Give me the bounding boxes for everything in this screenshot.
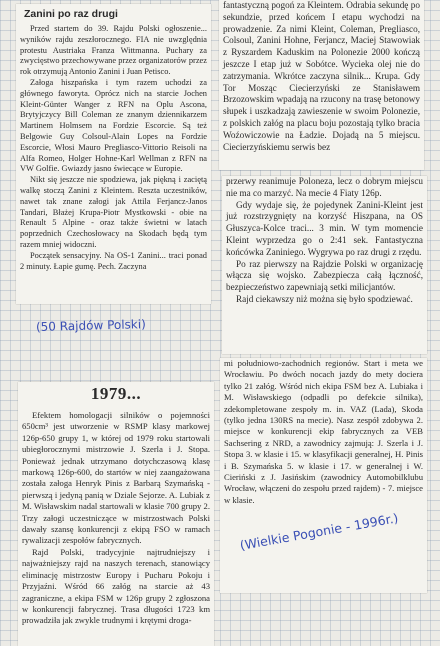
- article-title: Zanini po raz drugi: [24, 8, 118, 20]
- paragraph: Efektem homologacji silników o pojemności 650cm³ jest utworzenie w RSMP klasy markowej 126p-650 grupy 1, w której od 1979 roku startowali ubiegłorocznymi mistrzowie J. Szerla i J. Stopa. Ponieważ jednak utrzymano dotychczasową klasę markową 126p-600, do startów w niej zaangażowana została załoga Henryk Pinis z Barbarą Szymańską - pierwszą i jedyną panią w Dziale Sejorze. A. Lubiak z M. Wisławskim nadal startowali w klasie 700 grupy 2. Trzy załogi uczestniczące w mistrzostwach Polski dawały szansę konkurencji z ekipą FSO w ramach rywalizacji zespołów fabrycznych.: [22, 410, 210, 546]
- clipping-zanini-po-raz-drugi: [16, 4, 211, 304]
- paragraph: fantastyczną pogoń za Kleintem. Odrabia sekundę po sekundzie, przed końcem I etapu wychodzi na prowadzenie. Za nimi Kleint, Coleman, Pregliasco, Colsoul, Zanini Hohne, Ferjancz, Maciej Stawowiak z Ryszardem Kaduskim na Polonezie 2000 kończą jeszcze I etap już w Sobótce. Wycieka olej nie do zatrzymania. Wkrótce zaczyna silnik... Krupa. Gdy Tor Mosząc Ciecierzyński ze Stanisławem Brzozowskim wpadają na rzucony na trasę betonowy słupek i uszkadzają zawieszenie w swoim Polonezie, z polskich załóg na placu boju pozostają tylko bracia Woźowiczowie na Ładzie. Dojadą na 5 miejscu. Ciecierzyńskiemu serwis bez: [223, 0, 420, 152]
- paragraph: mi południowo-zachodnich regionów. Start i meta we Wrocławiu. Po dwóch nocach jazdy do mety dociera tylko 21 załóg. Wśród nich ekipa FSM bez A. Lubiaka i M. Wisławskiego (odpadli po defekcie silnika), zdekompletowane zespoły m. in. VAZ (Lada), Skoda (tylko jedna 130RS na mecie). Nasz zespół zdobywa 2. miejsce w konkurencji ekip fabrycznych za VEB Sachsering z NRD, a zawodnicy zajmują: J. Szerla i J. Stopa 3. w klasie i 15. w klasyfikacji generalnej, H. Pinis i B. Szymańska 5. w klasie i 17. w generalnej i W. Cieriński z J. Jasińskim (zawodnicy Automobilklubu Wrocław, włączeni do zespołu przed rajdem) - 7. miejsce w klasie.: [224, 358, 423, 505]
- paragraph: Rajd ciekawszy niż można się było spodziewać.: [236, 293, 413, 304]
- article-title: 1979...: [90, 384, 142, 403]
- handwritten-source-note: (50 Rajdów Polski): [35, 317, 146, 334]
- paragraph: Załoga hiszpańska i tym razem uchodzi za głównego faworyta. Oprócz nich na starcie Jochen Kleint-Günter Wanger z RFN na Oplu Ascona, Brytyjczycy Bill Coleman ze znanym dziennikarzem Martinem Holmsem na Fordzie Escorcie. Są też Belgowie Guy Colsoul-Alain Lopes na Fordzie Escorcie, Włosi Mauro Pregliasco-Vittorio Reisoli na Alfa Romeo, Holger Hohne-Karl Wellman z RFN na VW Golfie. Gwiazdy jasno świecące w Europie.: [20, 77, 207, 174]
- handwritten-date-note: (Wielkie Pogonie - 1996r.): [238, 510, 400, 553]
- paragraph: Przed startem do 39. Rajdu Polski ogłoszenie... wyników rajdu zeszłorocznego. FIA nie uwzględnia protestu Austriaka Franza Wittmanna. Puchary za zwycięstwo przechowywane przez organizatorów przez rok otrzymują Antonio Zanini i Juan Petisco.: [20, 24, 207, 77]
- paragraph: Nikt się jeszcze nie spodziewa, jak piękną i zaciętą walkę stoczą Zanini z Kleintem. Reszta uczestników, nawet tak znane załogi jak Attila Ferjancz-Janos Tandari, Błażej Krupa-Piotr Mystkowski - obie na Renault 5 Alpine - oraz także świetni w latach poprzednich Czechosłowacy na Skodach będą tym razem mniej widoczni.: [20, 175, 207, 249]
- paragraph: Początek sensacyjny. Na OS-1 Zanini... traci ponad 2 minuty. Łapie gumę. Pech. Zaczyna: [20, 250, 207, 271]
- clipping-1979: [18, 382, 214, 646]
- clipping-continuation-top: [219, 0, 424, 170]
- paragraph: przerwy reanimuje Poloneza, lecz o dobrym miejscu nie ma co marzyć. Na mecie 4 Fiaty 126p.: [226, 176, 423, 198]
- paragraph: Gdy wydaje się, że pojedynek Zanini-Kleint jest już rozstrzygnięty na korzyść Hiszpana, na OS Głuszyca-Kolce traci... 3 min. W tym momencie Kleint wyprzedza go o 2:41 sek. Fantastyczna końcówka Zaniniego. Wygrywa po raz drugi z rzędu.: [226, 199, 423, 257]
- clipping-continuation-middle: [222, 176, 427, 354]
- paragraph: Rajd Polski, tradycyjnie najtrudniejszy i najważniejszy rajd na naszych terenach, stanowiący eliminację mistrzostw Europy i Pucharu Pokoju i Przyjaźni. Wśród 66 załóg na starcie aż 43 zagraniczne, a ekipa FSM w 126p grupy 2 zgłoszona w konkurencji fabrycznej. Trasa długości 1723 km prowadziła jak zwykle trudnymi i krętymi droga-: [22, 546, 210, 626]
- paragraph: Po raz pierwszy na Rajdzie Polski w organizację włącza się wojsko. Zabezpiecza całą łączność, bezpieczeństwo zapewniają setki milicjantów.: [226, 258, 423, 293]
- clipping-1979-continuation: [220, 358, 427, 593]
